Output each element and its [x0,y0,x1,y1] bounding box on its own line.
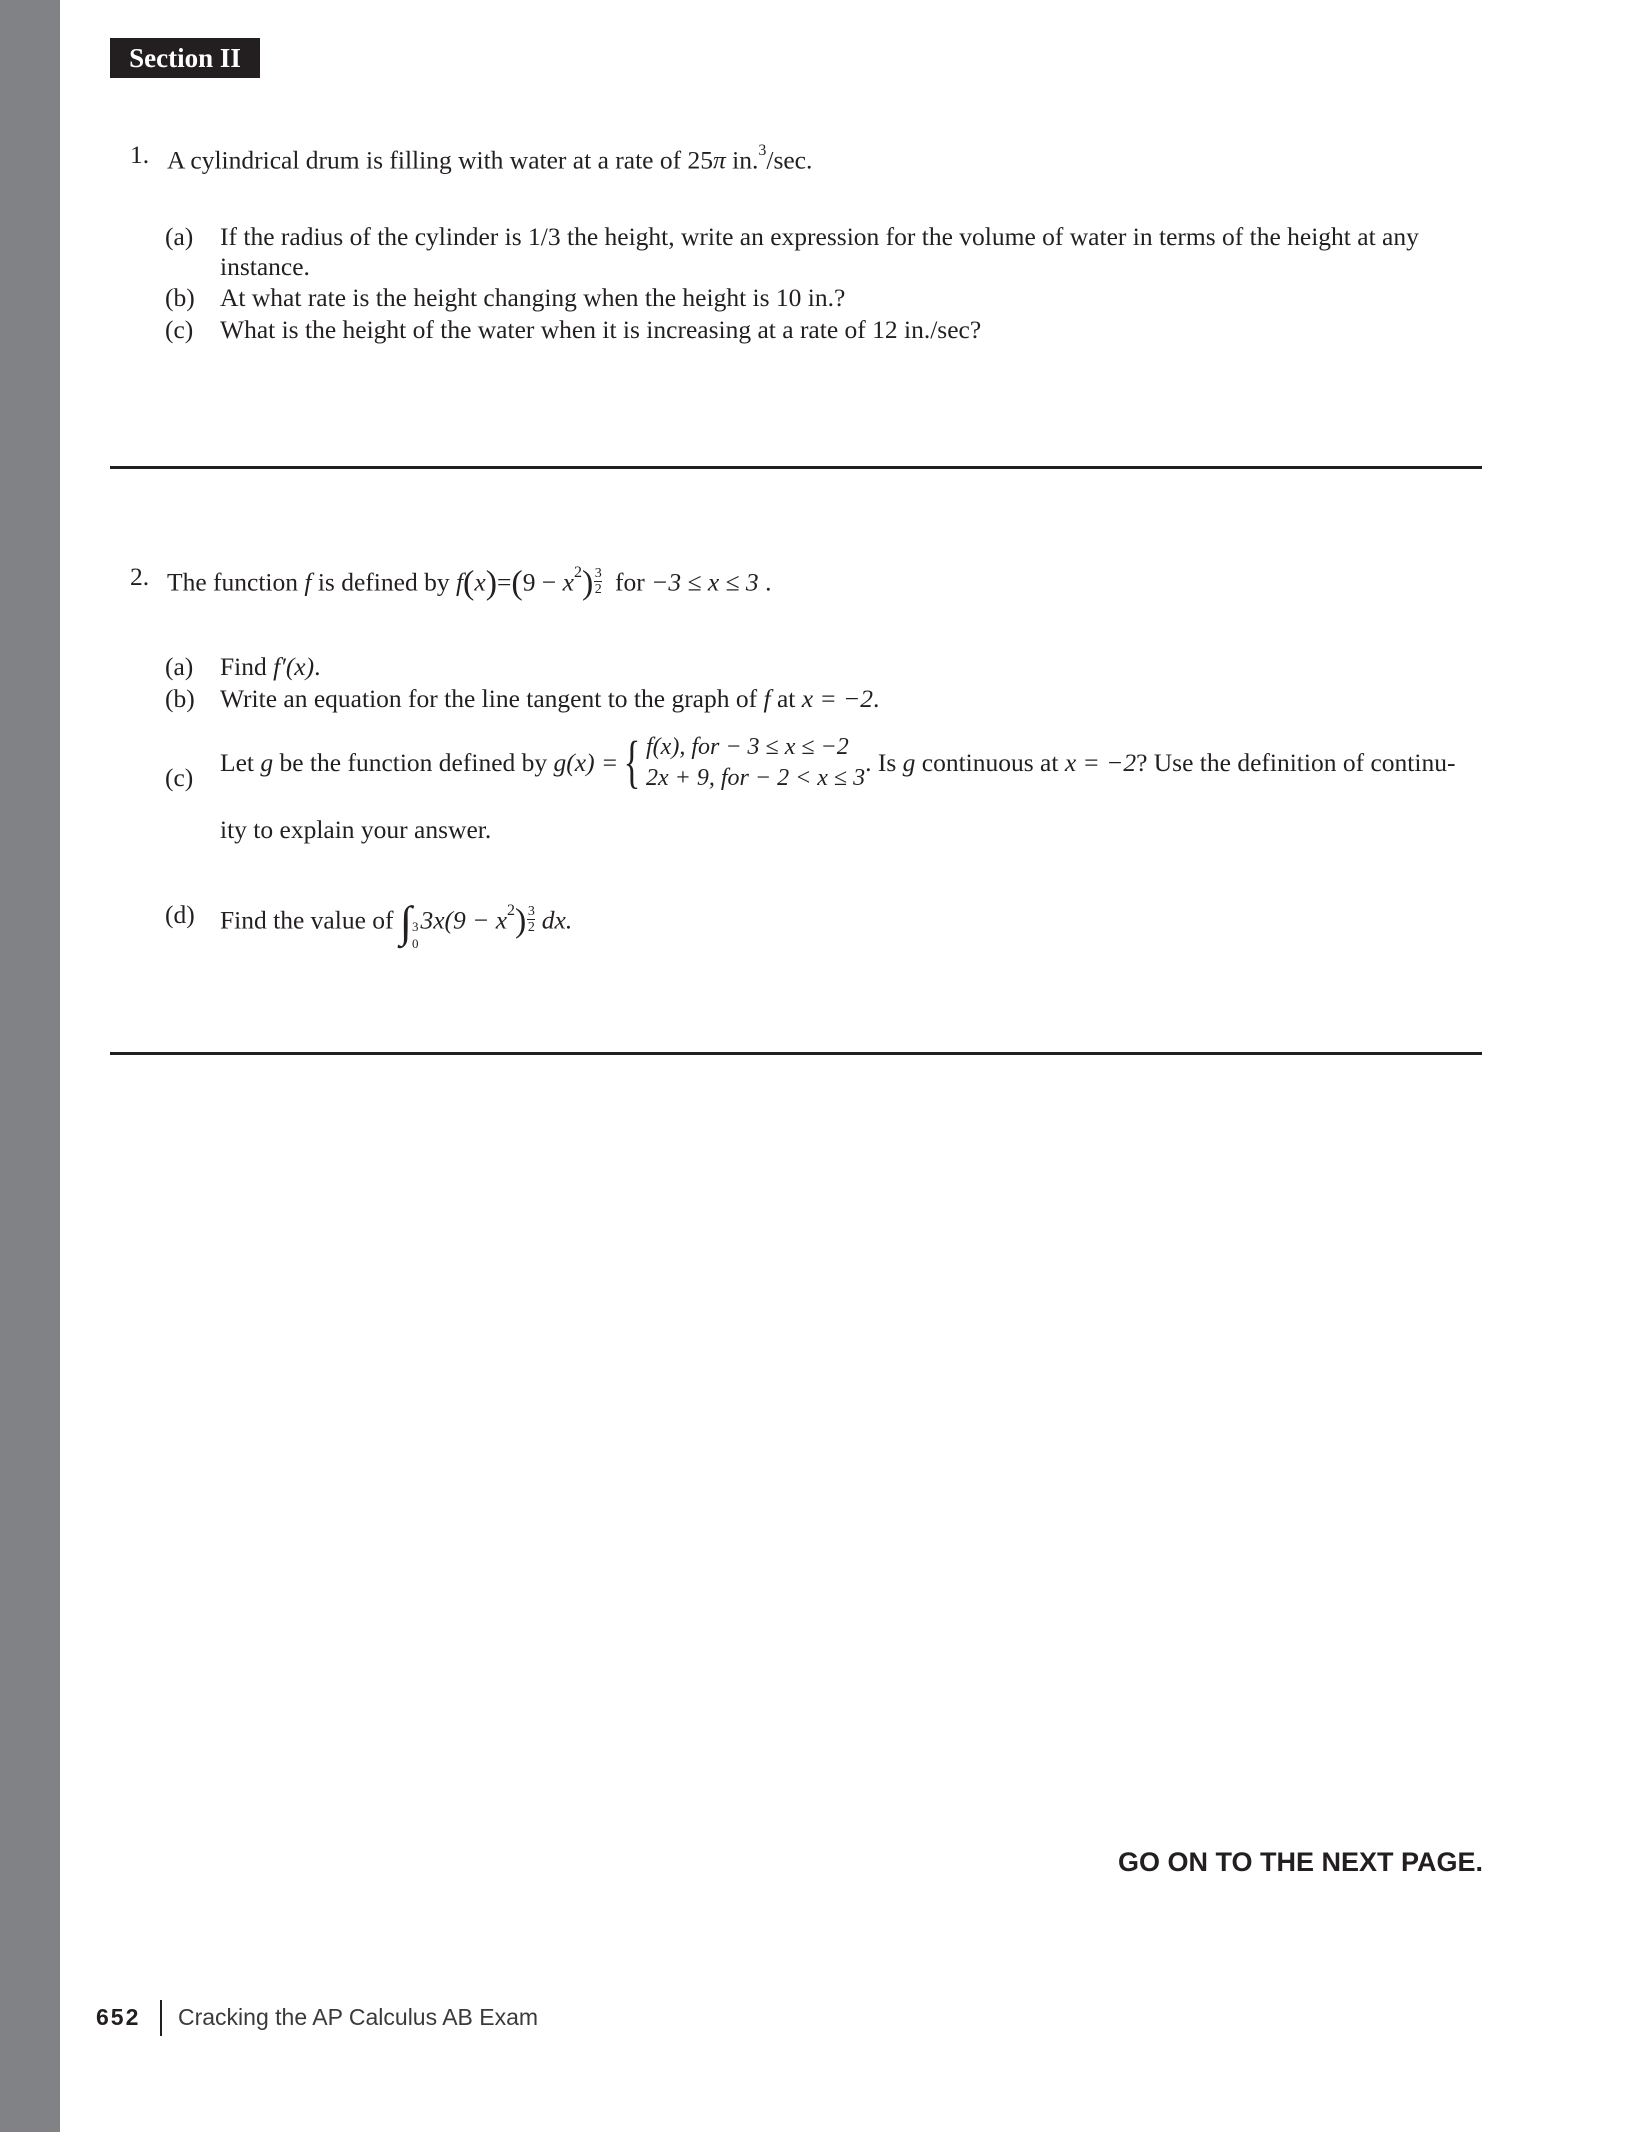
section-divider [110,466,1482,469]
question-2-number: 2. [130,562,150,591]
page-number: 652 [96,2004,141,2030]
part-label: (b) [165,283,195,312]
section-label: Section II [110,38,260,78]
part-label: (a) [165,652,194,681]
book-title: Cracking the AP Calculus AB Exam [178,2004,539,2030]
integral-limits: 3 0 [411,918,419,951]
question-2-stem: The function f is defined by $f(x)=(9 - x^2)$ $\frac{3}{2}$ for −3 ≤ x ≤ 3 . [167,564,772,602]
part-text: At what rate is the height changing when the height is 10 in.? [220,283,846,312]
part-text: What is the height of the water when it is increasing at a rate of 12 in./sec? [220,315,982,344]
integral-sign: ∫ [399,897,412,947]
part-label: (a) [165,222,194,251]
part-label: (b) [165,684,195,713]
footer-separator [160,2000,162,2036]
piecewise-cases: f(x), for − 3 ≤ x ≤ −2 2x + 9, for − 2 < x ≤ 3 [646,734,866,791]
question-1-number: 1. [130,140,150,169]
part-label: (c) [165,763,194,792]
exponent-fraction: $\frac{3}{2}$ [594,565,602,597]
go-next-page-notice: GO ON TO THE NEXT PAGE. [1118,1847,1484,1877]
question-1-stem: A cylindrical drum is filling with water at a rate of 25π in.$^3$/sec. [167,142,813,175]
exponent-fraction: $\frac{3}{2}$ [527,903,535,935]
section-divider [110,1052,1482,1055]
part-label: (d) [165,900,195,929]
part-text: ity to explain your answer. [220,815,492,844]
part-text: If the radius of the cylinder is 1/3 the height, write an expression for the volume of water in terms of the height at any instance. [220,222,1419,281]
part-text: Find f′(x). [220,652,321,681]
page-side-bar [0,0,60,2132]
part-text: Write an equation for the line tangent to the graph of f at x = −2. [220,684,880,713]
part-label: (c) [165,315,194,344]
part-text: Let g be the function defined by g(x) ={ f(x), for − 3 ≤ x ≤ −2 2x + 9, for − 2 < x ≤ 3 . Is g continuous at x = −2? Use the definition of continu- [220,728,1456,794]
part-text: Find the value of ∫ 3 0 $3x(9 - x^2)$ $\frac{3}{2}$ dx. [220,897,573,951]
